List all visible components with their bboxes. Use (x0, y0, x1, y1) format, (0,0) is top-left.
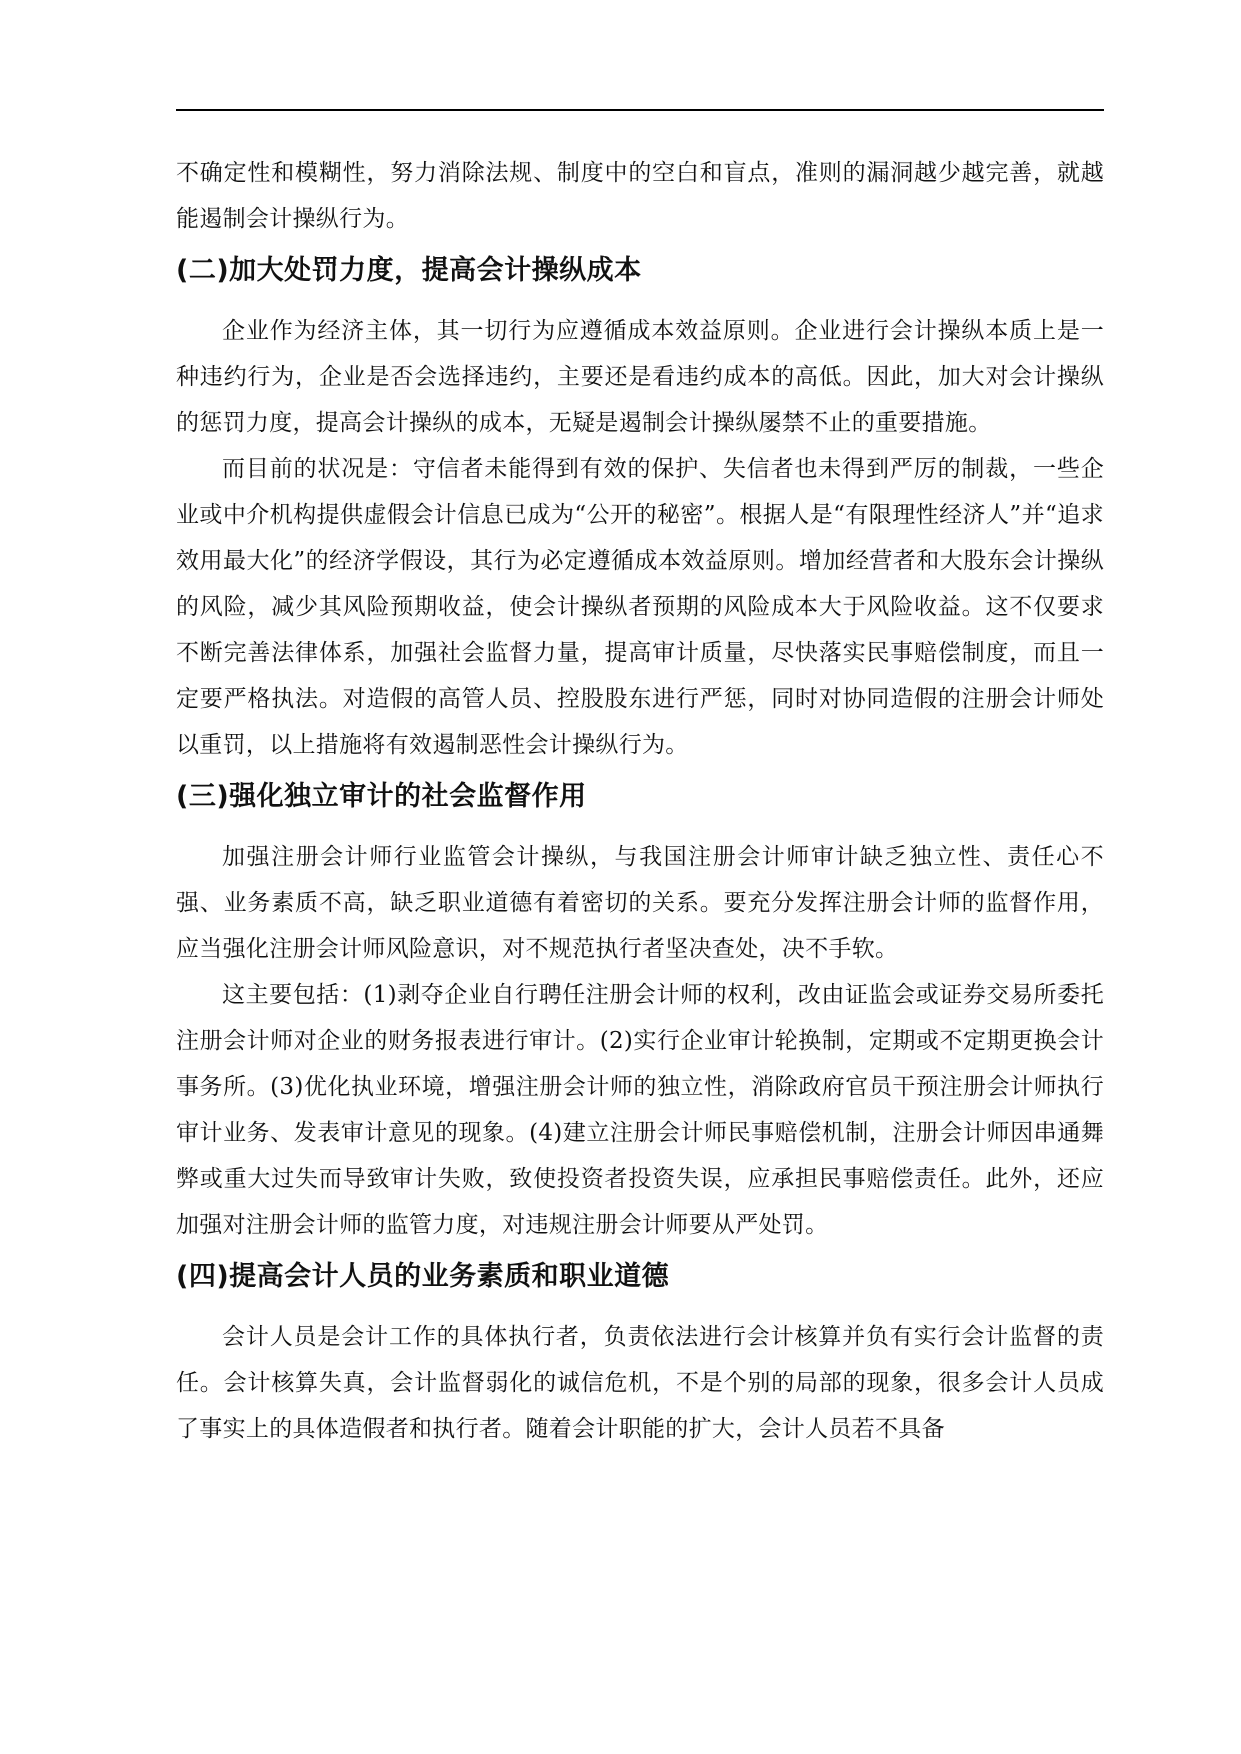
section-heading-3: (三)强化独立审计的社会监督作用 (176, 781, 587, 812)
section-3-paragraph-1: 加强注册会计师行业监管会计操纵，与我国注册会计师审计缺乏独立性、责任心不强、业务素质不高，缺乏职业道德有着密切的关系。要充分发挥注册会计师的监督作用，应当强化注册会计师风险意识，对不规范执行者坚决查处，决不手软。 (176, 844, 1104, 962)
intro-paragraph: 不确定性和模糊性，努力消除法规、制度中的空白和盲点，准则的漏洞越少越完善，就越能遏制会计操纵行为。 (176, 160, 1104, 232)
section-heading-2: (二)加大处罚力度，提高会计操纵成本 (176, 255, 642, 286)
header-rule (176, 109, 1104, 111)
section-4-paragraph-1: 会计人员是会计工作的具体执行者，负责依法进行会计核算并负有实行会计监督的责任。会计核算失真，会计监督弱化的诚信危机，不是个别的局部的现象，很多会计人员成了事实上的具体造假者和执行者。随着会计职能的扩大，会计人员若不具备 (176, 1324, 1104, 1442)
section-2-paragraph-1: 企业作为经济主体，其一切行为应遵循成本效益原则。企业进行会计操纵本质上是一种违约行为，企业是否会选择违约，主要还是看违约成本的高低。因此，加大对会计操纵的惩罚力度，提高会计操纵的成本，无疑是遏制会计操纵屡禁不止的重要措施。 (176, 318, 1104, 436)
document-body (176, 150, 1104, 1452)
section-3-paragraph-2: 这主要包括：(1)剥夺企业自行聘任注册会计师的权利，改由证监会或证券交易所委托注册会计师对企业的财务报表进行审计。(2)实行企业审计轮换制，定期或不定期更换会计事务所。(3)优化执业环境，增强注册会计师的独立性，消除政府官员干预注册会计师执行审计业务、发表审计意见的现象。(4)建立注册会计师民事赔偿机制，注册会计师因串通舞弊或重大过失而导致审计失败，致使投资者投资失误，应承担民事赔偿责任。此外，还应加强对注册会计师的监管力度，对违规注册会计师要从严处罚。 (176, 982, 1104, 1238)
section-heading-4: (四)提高会计人员的业务素质和职业道德 (176, 1261, 670, 1292)
section-2-paragraph-2: 而目前的状况是：守信者未能得到有效的保护、失信者也未得到严厉的制裁，一些企业或中介机构提供虚假会计信息已成为“公开的秘密”。根据人是“有限理性经济人”并“追求效用最大化”的经济学假设，其行为必定遵循成本效益原则。增加经营者和大股东会计操纵的风险，减少其风险预期收益，使会计操纵者预期的风险成本大于风险收益。这不仅要求不断完善法律体系，加强社会监督力量，提高审计质量，尽快落实民事赔偿制度，而且一定要严格执法。对造假的高管人员、控股股东进行严惩，同时对协同造假的注册会计师处以重罚，以上措施将有效遏制恶性会计操纵行为。 (176, 456, 1104, 758)
